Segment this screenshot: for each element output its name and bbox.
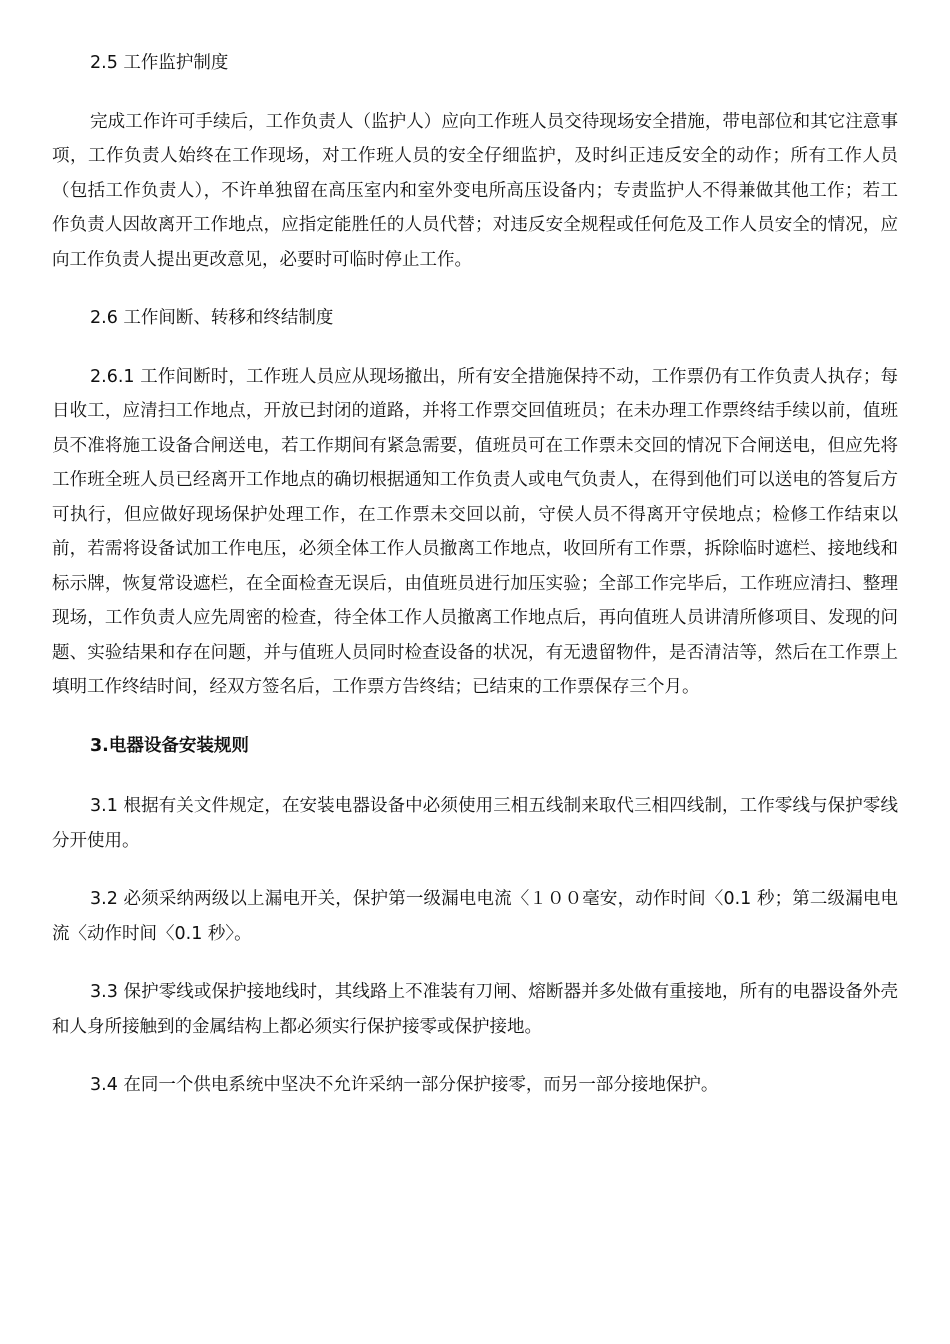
paragraph-3-3: 3.3 保护零线或保护接地线时，其线路上不准装有刀闸、熔断器并多处做有重接地，所有的电器设备外壳和人身所接触到的金属结构上都必须实行保护接零或保护接地。 [52, 982, 898, 1037]
section-heading-2-6: 2.6 工作间断、转移和终结制度 [90, 308, 334, 328]
paragraph-3-2: 3.2 必须采纳两级以上漏电开关，保护第一级漏电电流〈１００毫安，动作时间〈0.1 秒；第二级漏电电流〈动作时间〈0.1 秒〉。 [52, 889, 898, 944]
section-heading-2-5: 2.5 工作监护制度 [90, 53, 229, 73]
paragraph-2-5: 完成工作许可手续后，工作负责人（监护人）应向工作班人员交待现场安全措施，带电部位和其它注意事项，工作负责人始终在工作现场，对工作班人员的安全仔细监护，及时纠正违反安全的动作；所有工作人员（包括工作负责人），不许单独留在高压室内和室外变电所高压设备内；专责监护人不得兼做其他工作；若工作负责人因故离开工作地点，应指定能胜任的人员代替；对违反安全规程或任何危及工作人员安全的情况，应向工作负责人提出更改意见，必要时可临时停止工作。 [52, 111, 898, 270]
document-page [52, 46, 898, 1103]
paragraph-3-4: 3.4 在同一个供电系统中坚决不允许采纳一部分保护接零，而另一部分接地保护。 [90, 1075, 719, 1095]
paragraph-3-1: 3.1 根据有关文件规定，在安装电器设备中必须使用三相五线制来取代三相四线制，工作零线与保护零线分开使用。 [52, 796, 898, 851]
paragraph-2-6-1: 2.6.1 工作间断时，工作班人员应从现场撤出，所有安全措施保持不动，工作票仍有工作负责人执存；每日收工，应清扫工作地点，开放已封闭的道路，并将工作票交回值班员；在未办理工作票终结手续以前，值班员不准将施工设备合闸送电，若工作期间有紧急需要，值班员可在工作票未交回的情况下合闸送电，但应先将工作班全班人员已经离开工作地点的确切根据通知工作负责人或电气负责人，在得到他们可以送电的答复后方可执行，但应做好现场保护处理工作，在工作票未交回以前，守侯人员不得离开守侯地点；检修工作结束以前，若需将设备试加工作电压，必须全体工作人员撤离工作地点，收回所有工作票，拆除临时遮栏、接地线和标示牌，恢复常设遮栏，在全面检查无误后，由值班员进行加压实验；全部工作完毕后，工作班应清扫、整理现场，工作负责人应先周密的检查，待全体工作人员撤离工作地点后，再向值班人员讲清所修项目、发现的问题、实验结果和存在问题，并与值班人员同时检查设备的状况，有无遗留物件，是否清洁等，然后在工作票上填明工作终结时间，经双方签名后，工作票方告终结；已结束的工作票保存三个月。 [52, 366, 898, 697]
section-heading-3: 3.电器设备安装规则 [90, 735, 249, 756]
